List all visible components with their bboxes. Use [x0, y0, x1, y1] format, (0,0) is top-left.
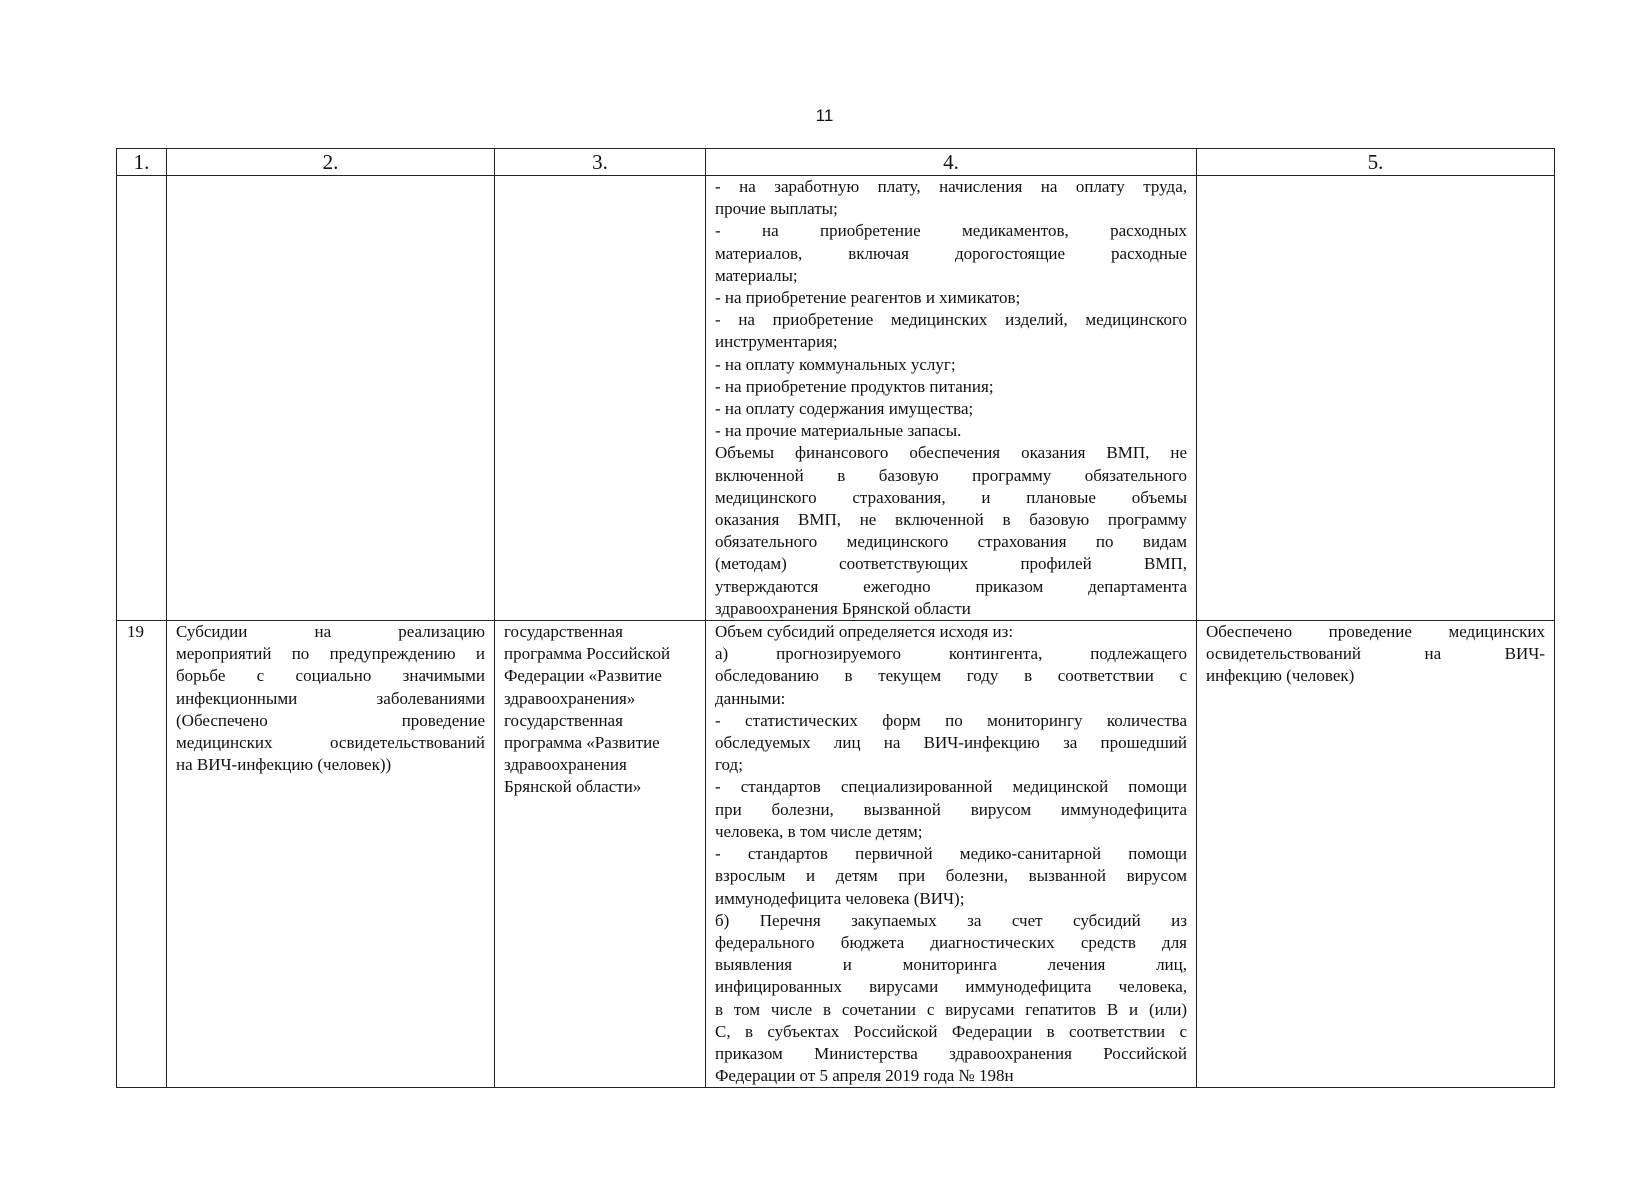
cell-continued-col2 — [167, 176, 495, 621]
cell-continued-col3 — [495, 176, 706, 621]
text-line: иммунодефицита человека (ВИЧ); — [715, 888, 965, 908]
text-line: здравоохранения Брянской области — [715, 598, 971, 618]
text-line: освидетельствований на ВИЧ- — [1206, 644, 1545, 664]
text-line: здравоохранения — [504, 755, 627, 775]
row-19-program — [495, 621, 706, 1088]
text-line: - на заработную плату, начисления на оплату труда, — [715, 177, 1187, 196]
table-row-19 — [117, 621, 1555, 1088]
program-text — [504, 621, 696, 799]
text-line: - на приобретение медикаментов, расходных — [715, 221, 1187, 241]
text-line: - на приобретение реагентов и химикатов; — [715, 288, 1021, 308]
text-line: медицинских освидетельствований — [176, 733, 485, 753]
text-line: прочие выплаты; — [715, 199, 838, 219]
text-line: при болезни, вызванной вирусом иммунодефицита — [715, 799, 1187, 819]
text-line: государственная — [504, 622, 623, 642]
header-col-2: 2. — [167, 149, 495, 176]
row-19-volume-basis — [706, 621, 1197, 1088]
text-line: Субсидии на реализацию — [176, 622, 485, 642]
text-line: обследованию в текущем году в соответствии с — [715, 666, 1187, 686]
volume-basis-text — [715, 621, 1187, 1087]
continued-funding-text — [715, 176, 1187, 620]
subsidy-name-text — [176, 621, 485, 776]
text-line: инфицированных вирусами иммунодефицита человека, — [715, 977, 1187, 997]
text-line: инструментария; — [715, 332, 838, 352]
text-line: год; — [715, 755, 743, 775]
row-19-subsidy-name — [167, 621, 495, 1088]
text-line: а) прогнозируемого контингента, подлежащего — [715, 644, 1187, 664]
text-line: С, в субъектах Российской Федерации в соответствии с — [715, 1021, 1187, 1041]
text-line: обязательного медицинского страхования по видам — [715, 532, 1187, 552]
text-line: - на приобретение медицинских изделий, медицинского — [715, 310, 1187, 330]
header-col-3: 3. — [495, 149, 706, 176]
header-row — [117, 149, 1555, 176]
text-line: б) Перечня закупаемых за счет субсидий из — [715, 910, 1187, 930]
text-line: материалов, включая дорогостоящие расходные — [715, 243, 1187, 263]
text-line: (методам) соответствующих профилей ВМП, — [715, 554, 1187, 574]
text-line: Обеспечено проведение медицинских — [1206, 622, 1545, 642]
text-line: мероприятий по предупреждению и — [176, 644, 485, 664]
text-line: Федерации от 5 апреля 2019 года № 198н — [715, 1066, 1014, 1086]
text-line: инфекционными заболеваниями — [176, 688, 485, 708]
text-line: инфекцию (человек) — [1206, 666, 1355, 686]
row-19-number: 19 — [117, 621, 167, 1088]
text-line: государственная — [504, 710, 623, 730]
text-line: человека, в том числе детям; — [715, 821, 923, 841]
text-line: борьбе с социально значимыми — [176, 666, 485, 686]
text-line: - статистических форм по мониторингу количества — [715, 710, 1187, 730]
text-line: - стандартов первичной медико-санитарной помощи — [715, 844, 1187, 864]
text-line: здравоохранения» — [504, 688, 636, 708]
page-number: 11 — [815, 106, 834, 125]
header-col-5: 5. — [1197, 149, 1555, 176]
cell-continued-col4 — [706, 176, 1197, 621]
text-line: Объем субсидий определяется исходя из: — [715, 622, 1014, 642]
header-col-4: 4. — [706, 149, 1197, 176]
result-indicator-text — [1206, 621, 1545, 688]
cell-continued-col5 — [1197, 176, 1555, 621]
text-line: выявления и мониторинга лечения лиц, — [715, 955, 1187, 975]
text-line: - на приобретение продуктов питания; — [715, 376, 994, 396]
text-line: взрослым и детям при болезни, вызванной вирусом — [715, 866, 1187, 886]
text-line: материалы; — [715, 265, 798, 285]
text-line: программа Российской — [504, 644, 671, 664]
text-line: Брянской области» — [504, 777, 642, 797]
table-row-continued — [117, 176, 1555, 621]
text-line: утверждаются ежегодно приказом департамента — [715, 576, 1187, 596]
text-line: федерального бюджета диагностических средств для — [715, 932, 1187, 952]
text-line: включенной в базовую программу обязательного — [715, 465, 1187, 485]
text-line: приказом Министерства здравоохранения Российской — [715, 1043, 1187, 1063]
text-line: медицинского страхования, и плановые объемы — [715, 487, 1187, 507]
text-line: на ВИЧ-инфекцию (человек)) — [176, 755, 392, 775]
text-line: - на оплату коммунальных услуг; — [715, 354, 956, 374]
text-line: Федерации «Развитие — [504, 666, 662, 686]
text-line: программа «Развитие — [504, 733, 660, 753]
cell-continued-col1 — [117, 176, 167, 621]
document-table — [116, 148, 1555, 1088]
text-line: в том числе в сочетании с вирусами гепатитов В и (или) — [715, 999, 1187, 1019]
text-line: данными: — [715, 688, 786, 708]
text-line: оказания ВМП, не включенной в базовую программу — [715, 510, 1187, 530]
header-col-1: 1. — [117, 149, 167, 176]
text-line: - стандартов специализированной медицинской помощи — [715, 777, 1187, 797]
text-line: обследуемых лиц на ВИЧ-инфекцию за прошедший — [715, 733, 1187, 753]
row-19-result-indicator — [1197, 621, 1555, 1088]
text-line: - на оплату содержания имущества; — [715, 399, 974, 419]
text-line: - на прочие материальные запасы. — [715, 421, 962, 441]
text-line: (Обеспечено проведение — [176, 710, 485, 730]
text-line: Объемы финансового обеспечения оказания ВМП, не — [715, 443, 1187, 463]
